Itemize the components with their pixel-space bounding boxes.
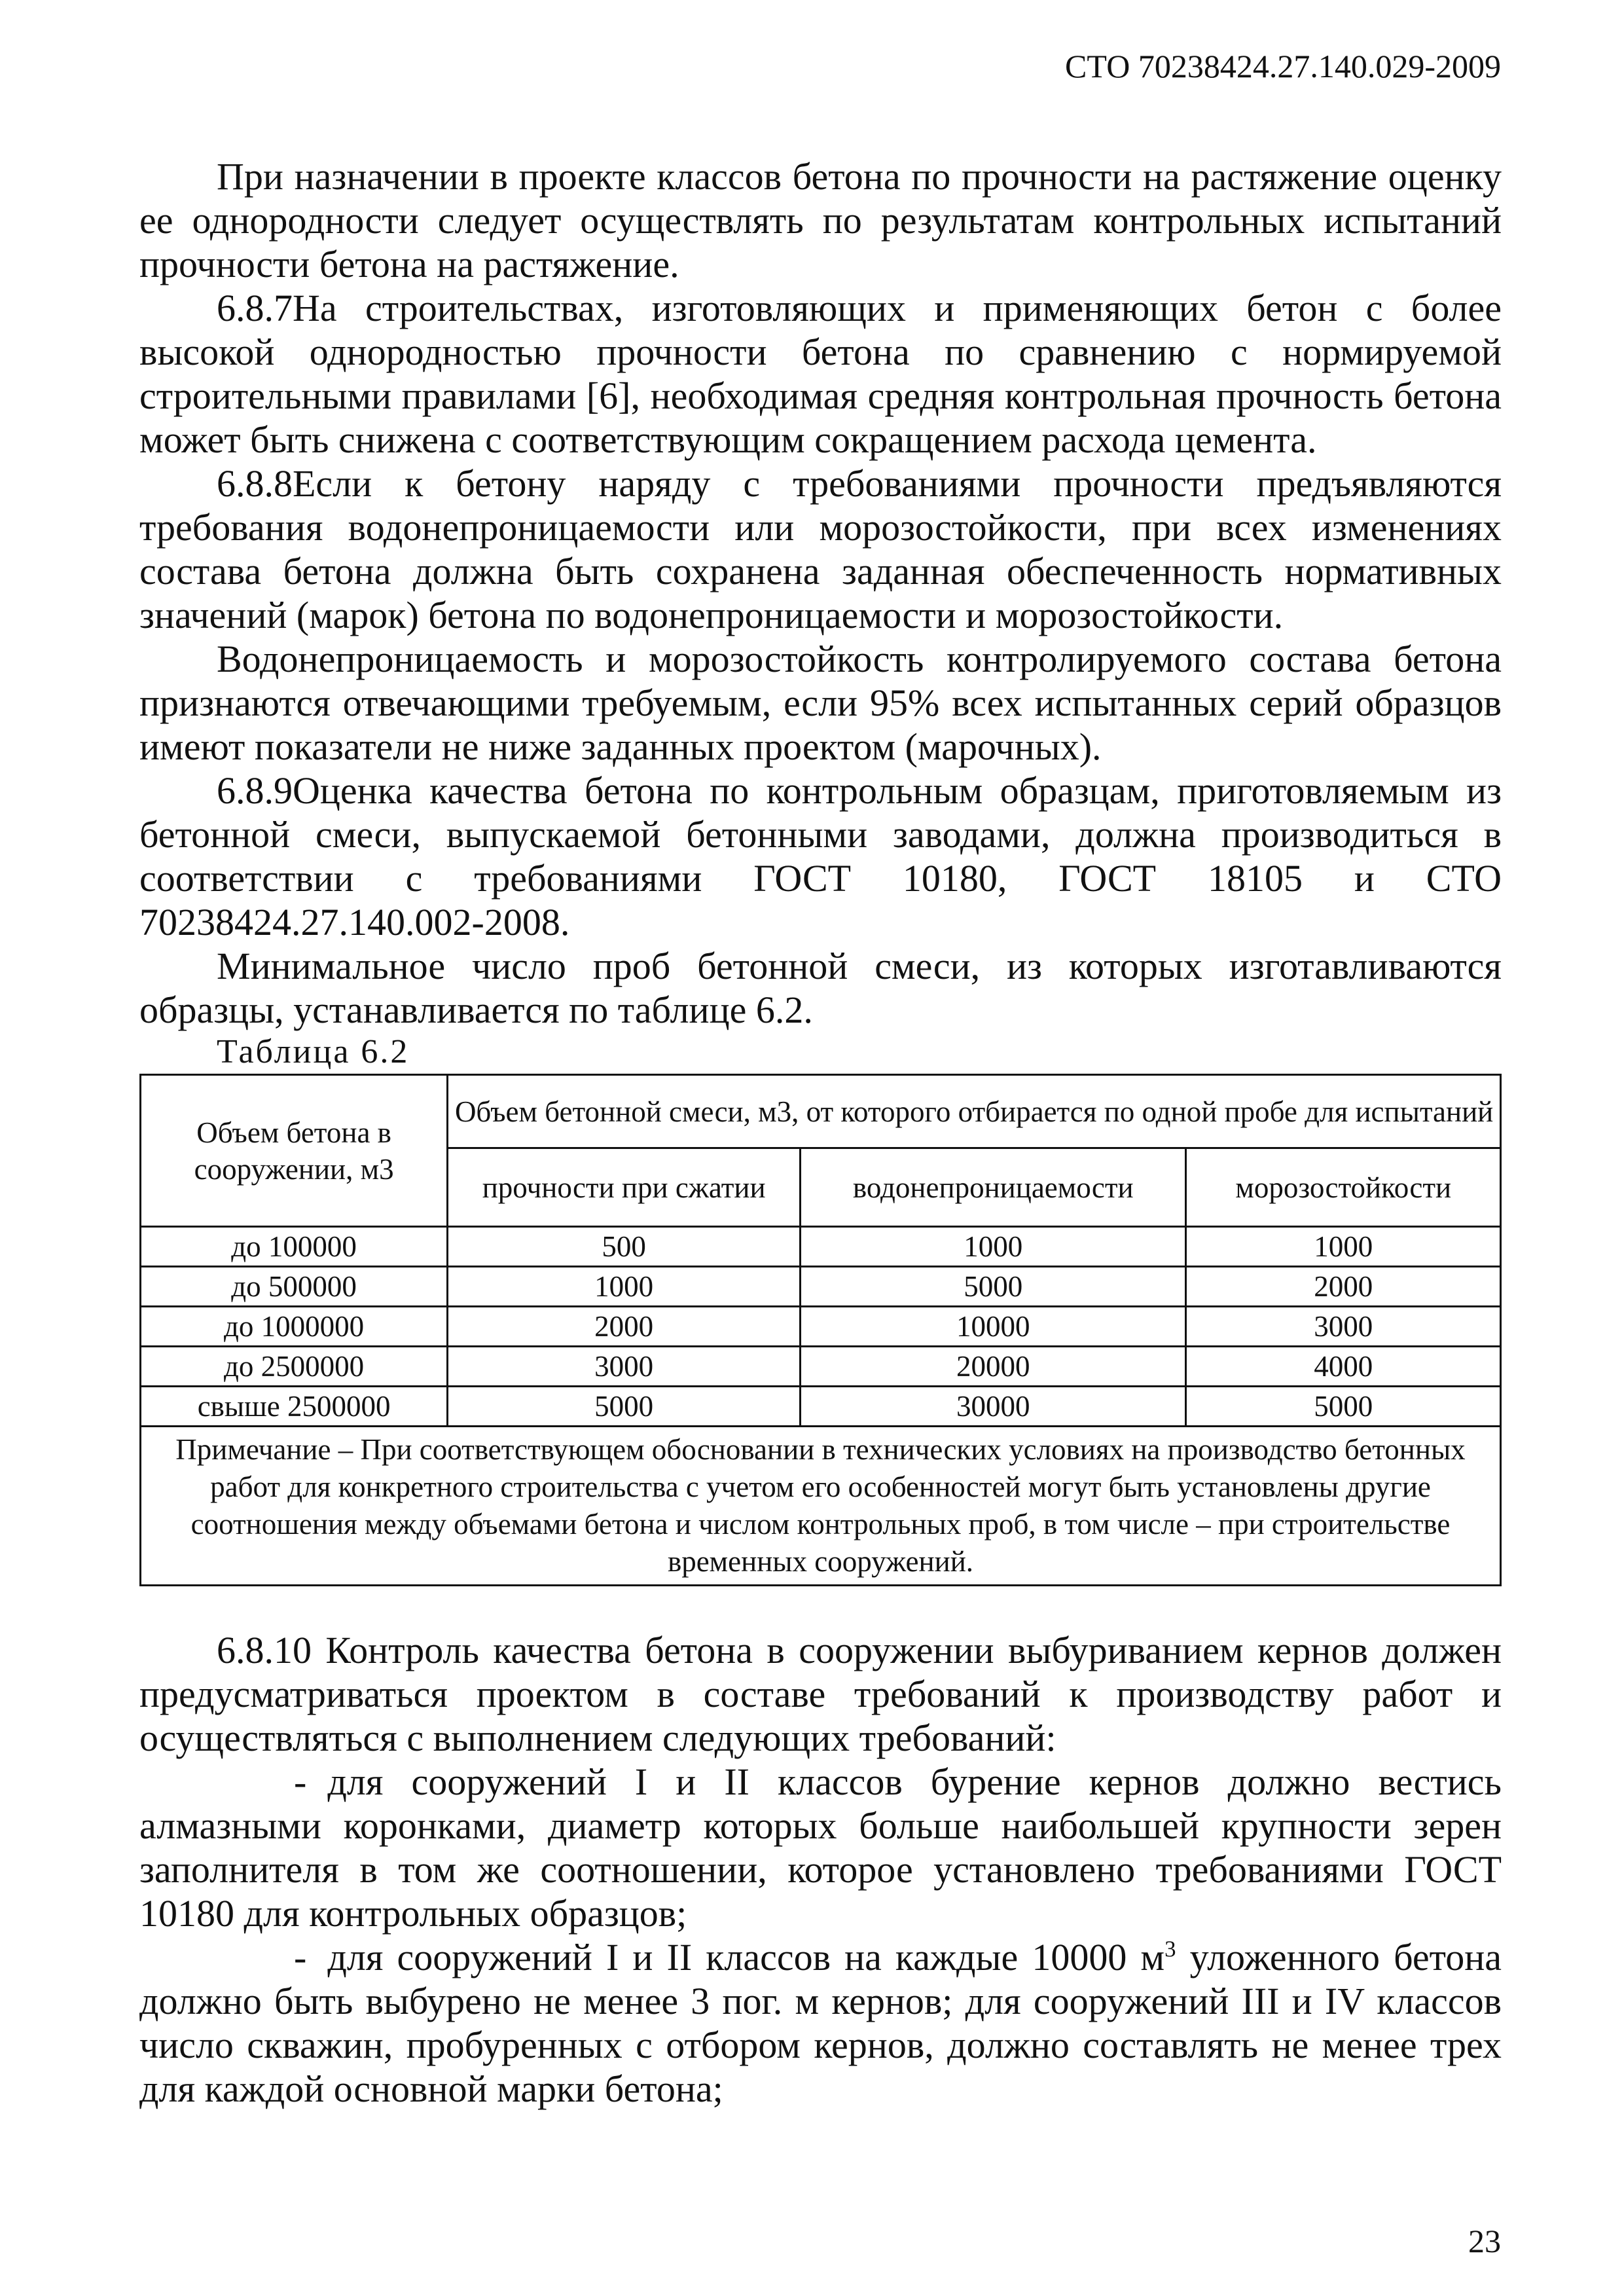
table-cell: 10000 [801, 1307, 1186, 1347]
table-cell: 500 [448, 1227, 801, 1267]
superscript: 3 [1164, 1936, 1176, 1962]
table-row [141, 1307, 1501, 1347]
sampling-table [139, 1074, 1502, 1586]
table-row [141, 1267, 1501, 1307]
paragraph-6-8-10: 6.8.10 Контроль качества бетона в сооружении выбуриванием кернов должен предусматриваться проектом в составе требований к производству работ и осуществляться с выполнением следующих требований: [139, 1629, 1502, 1759]
table-cell: 5000 [448, 1387, 801, 1427]
table-cell: свыше 2500000 [141, 1387, 448, 1427]
table-cell: 3000 [1186, 1307, 1501, 1347]
paragraph-6-8-7: 6.8.7На строительствах, изготовляющих и применяющих бетон с более высокой однородностью прочности бетона по сравнению с нормируемой строительными правилами [6], необходимая средняя контрольная прочность бетона может быть снижена с соответствующим сокращением расхода цемента. [139, 287, 1502, 461]
subheader-frost-resistance: морозостойкости [1186, 1148, 1501, 1227]
paragraph: При назначении в проекте классов бетона по прочности на растяжение оценку ее однородности следует осуществлять по результатам контрольных испытаний прочности бетона на растяжение. [139, 155, 1502, 285]
table-cell: 1000 [801, 1227, 1186, 1267]
table-row [141, 1227, 1501, 1267]
table-row [141, 1387, 1501, 1427]
subheader-compression: прочности при сжатии [448, 1148, 801, 1227]
table-note-row [141, 1427, 1501, 1586]
list-dash: - [294, 1760, 307, 1803]
table-caption: Таблица 6.2 [217, 1033, 410, 1070]
document-code-header: СТО 70238424.27.140.029-2009 [1065, 48, 1501, 84]
list-item-text: для сооружений I и II классов бурение кернов должно вестись алмазными коронками, диаметр которых больше наибольшей крупности зерен заполнителя в том же соотношении, которое установлено требованиями ГОСТ 10180 для контрольных образцов; [139, 1760, 1502, 1935]
list-item-text: для сооружений I и II классов на каждые 10000 м [327, 1936, 1165, 1978]
table-cell: 1000 [448, 1267, 801, 1307]
table-cell: до 1000000 [141, 1307, 448, 1347]
table-cell: 30000 [801, 1387, 1186, 1427]
list-dash: - [294, 1936, 307, 1978]
table-cell: 20000 [801, 1347, 1186, 1387]
table-cell: 1000 [1186, 1227, 1501, 1267]
main-text [139, 155, 1502, 2111]
table-cell: 5000 [1186, 1387, 1501, 1427]
table-cell: 2000 [1186, 1267, 1501, 1307]
table-cell: 5000 [801, 1267, 1186, 1307]
paragraph: Минимальное число проб бетонной смеси, из которых изготавливаются образцы, устанавливается по таблице 6.2. [139, 945, 1502, 1031]
list-item [139, 1935, 1502, 2111]
paragraph: Водонепроницаемость и морозостойкость контролируемого состава бетона признаются отвечающими требуемым, если 95% всех испытанных серий образцов имеют показатели не ниже заданных проектом (марочных). [139, 638, 1502, 768]
table-note: Примечание – При соответствующем обосновании в технических условиях на производство бетонных работ для конкретного строительства с учетом его особенностей могут быть установлены другие соотношения между объемами бетона и числом контрольных проб, в том числе – при строительстве временных сооружений. [141, 1427, 1501, 1586]
paragraph-6-8-9: 6.8.9Оценка качества бетона по контрольным образцам, приготовляемым из бетонной смеси, выпускаемой бетонными заводами, должна производиться в соответствии с требованиями ГОСТ 10180, ГОСТ 18105 и СТО 70238424.27.140.002-2008. [139, 769, 1502, 943]
page-number: 23 [1468, 2223, 1501, 2259]
table-cell: 4000 [1186, 1347, 1501, 1387]
group-header: Объем бетонной смеси, м3, от которого отбирается по одной пробе для испытаний [448, 1075, 1501, 1148]
paragraph-6-8-8: 6.8.8Если к бетону наряду с требованиями прочности предъявляются требования водонепроницаемости или морозостойкости, при всех изменениях состава бетона должна быть сохранена заданная обеспеченность нормативных значений (марок) бетона по водонепроницаемости и морозостойкости. [139, 462, 1502, 636]
subheader-water-resistance: водонепроницаемости [801, 1148, 1186, 1227]
list-item [139, 1760, 1502, 1935]
table-cell: до 2500000 [141, 1347, 448, 1387]
table-row [141, 1347, 1501, 1387]
table-header-row [141, 1075, 1501, 1148]
column-header-volume: Объем бетона в сооружении, м3 [141, 1075, 448, 1227]
table-cell: 3000 [448, 1347, 801, 1387]
table-cell: до 500000 [141, 1267, 448, 1307]
table-cell: 2000 [448, 1307, 801, 1347]
table-cell: до 100000 [141, 1227, 448, 1267]
list-item-text: уложенного бетона должно быть выбурено не менее 3 пог. м кернов; для сооружений III и IV классов число скважин, пробуренных с отбором кернов, должно составлять не менее трех для каждой основной марки бетона; [139, 1936, 1502, 2110]
